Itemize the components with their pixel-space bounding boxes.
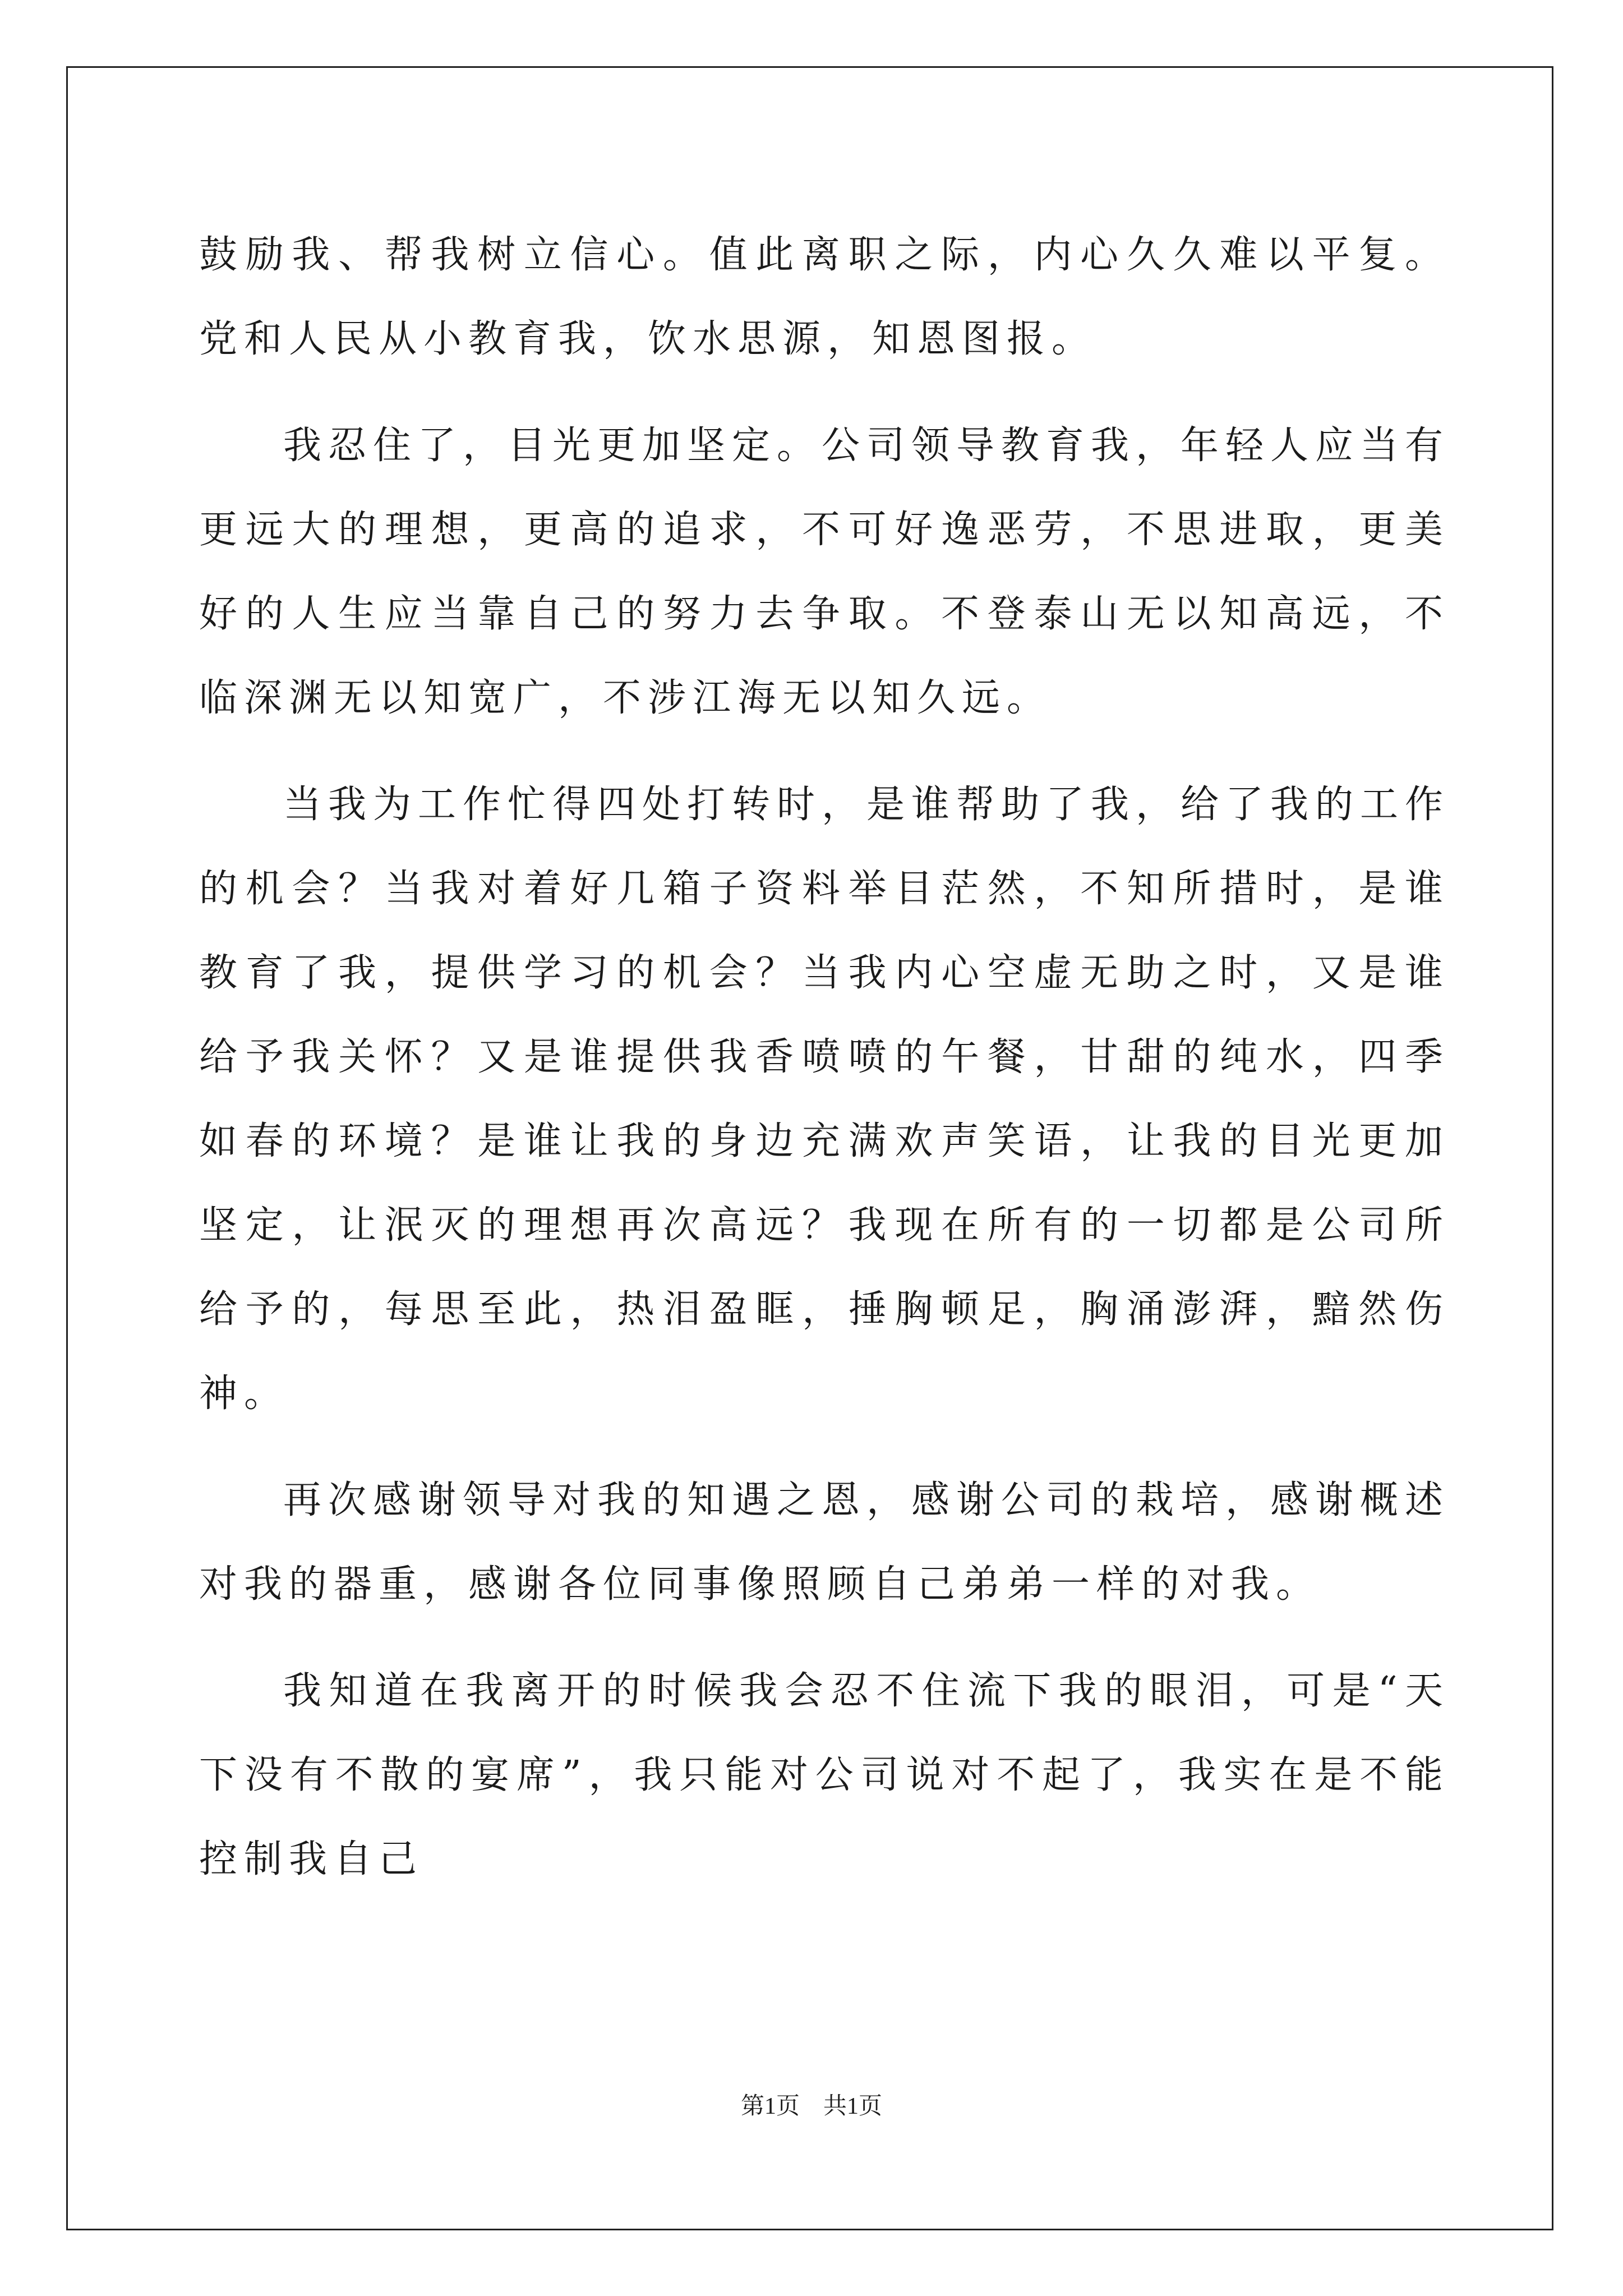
paragraph-5: 我知道在我离开的时候我会忍不住流下我的眼泪，可是“天下没有不散的宴席”，我只能对公司说对不起了，我实在是不能控制我自己 bbox=[199, 1669, 1450, 1881]
paragraph-3: 当我为工作忙得四处打转时，是谁帮助了我，给了我的工作的机会？当我对着好几箱子资料举目茫然，不知所措时，是谁教育了我，提供学习的机会？当我内心空虚无助之时，又是谁给予我关怀？又是谁提供我香喷喷的午餐，甘甜的纯水，四季如春的环境？是谁让我的身边充满欢声笑语，让我的目光更加坚定，让泯灭的理想再次高远？我现在所有的一切都是公司所给予的，每思至此，热泪盈眶，捶胸顿足，胸涌澎湃，黯然伤神。 bbox=[199, 783, 1450, 1416]
paragraph-1: 鼓励我、帮我树立信心。值此离职之际，内心久久难以平复。党和人民从小教育我，饮水思源，知恩图报。 bbox=[199, 233, 1450, 361]
page-footer: 第1页 共1页 bbox=[740, 2093, 882, 2119]
paragraph-4: 再次感谢领导对我的知遇之恩，感谢公司的栽培，感谢概述对我的器重，感谢各位同事像照顾自己弟弟一样的对我。 bbox=[199, 1478, 1450, 1607]
paragraph-2: 我忍住了，目光更加坚定。公司领导教育我，年轻人应当有更远大的理想，更高的追求，不可好逸恶劳，不思进取，更美好的人生应当靠自己的努力去争取。不登泰山无以知高远，不临深渊无以知宽广，不涉江海无以知久远。 bbox=[199, 424, 1450, 720]
document-body bbox=[199, 213, 1450, 1924]
